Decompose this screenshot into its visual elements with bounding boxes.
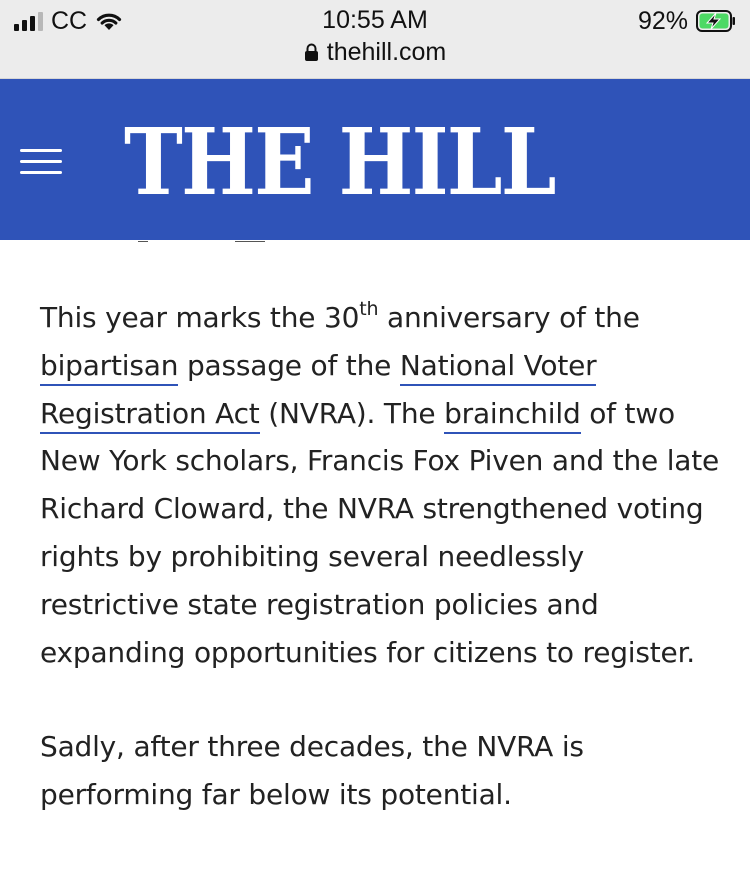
article-paragraph-2: Sadly, after three decades, the NVRA is performing far below its potential. <box>40 730 584 812</box>
clipped-previous-line <box>40 222 270 242</box>
status-bar <box>0 0 750 79</box>
battery-percent: 92% <box>637 6 688 35</box>
paragraph-text: anniversary of the <box>378 301 640 334</box>
paragraph-text: (NVRA). The <box>259 396 445 430</box>
battery-charging-icon <box>696 10 736 32</box>
clock: 10:55 AM <box>322 6 428 34</box>
clipped-text-fragment <box>40 231 270 242</box>
url-text[interactable]: thehill.com <box>326 38 447 66</box>
site-logo[interactable]: THE HILL <box>124 108 555 216</box>
paragraph-text: passage of the <box>178 348 400 382</box>
link-national-voter-registration-act[interactable]: National Voter Registration Act <box>40 349 596 434</box>
site-header <box>0 79 750 240</box>
carrier-label: CC <box>51 6 88 35</box>
article-paragraph-1 <box>40 294 720 676</box>
paragraph-text: of two New York scholars, Francis Fox Piven and the late Richard Cloward, the NVRA strengthened voting rights by prohibiting several needlessly restrictive state registration policies and expanding opportunities for citizens to register. <box>40 396 720 669</box>
link-bipartisan[interactable]: bipartisan <box>40 349 178 386</box>
ordinal-suffix: th <box>359 298 379 320</box>
status-right <box>638 6 736 36</box>
article-body <box>40 294 720 819</box>
link-brainchild[interactable]: brainchild <box>444 397 580 434</box>
paragraph-text: This year marks the 30 <box>40 301 360 334</box>
lock-icon <box>304 43 319 62</box>
address-bar[interactable] <box>0 38 750 67</box>
hamburger-menu-icon[interactable] <box>20 149 62 175</box>
